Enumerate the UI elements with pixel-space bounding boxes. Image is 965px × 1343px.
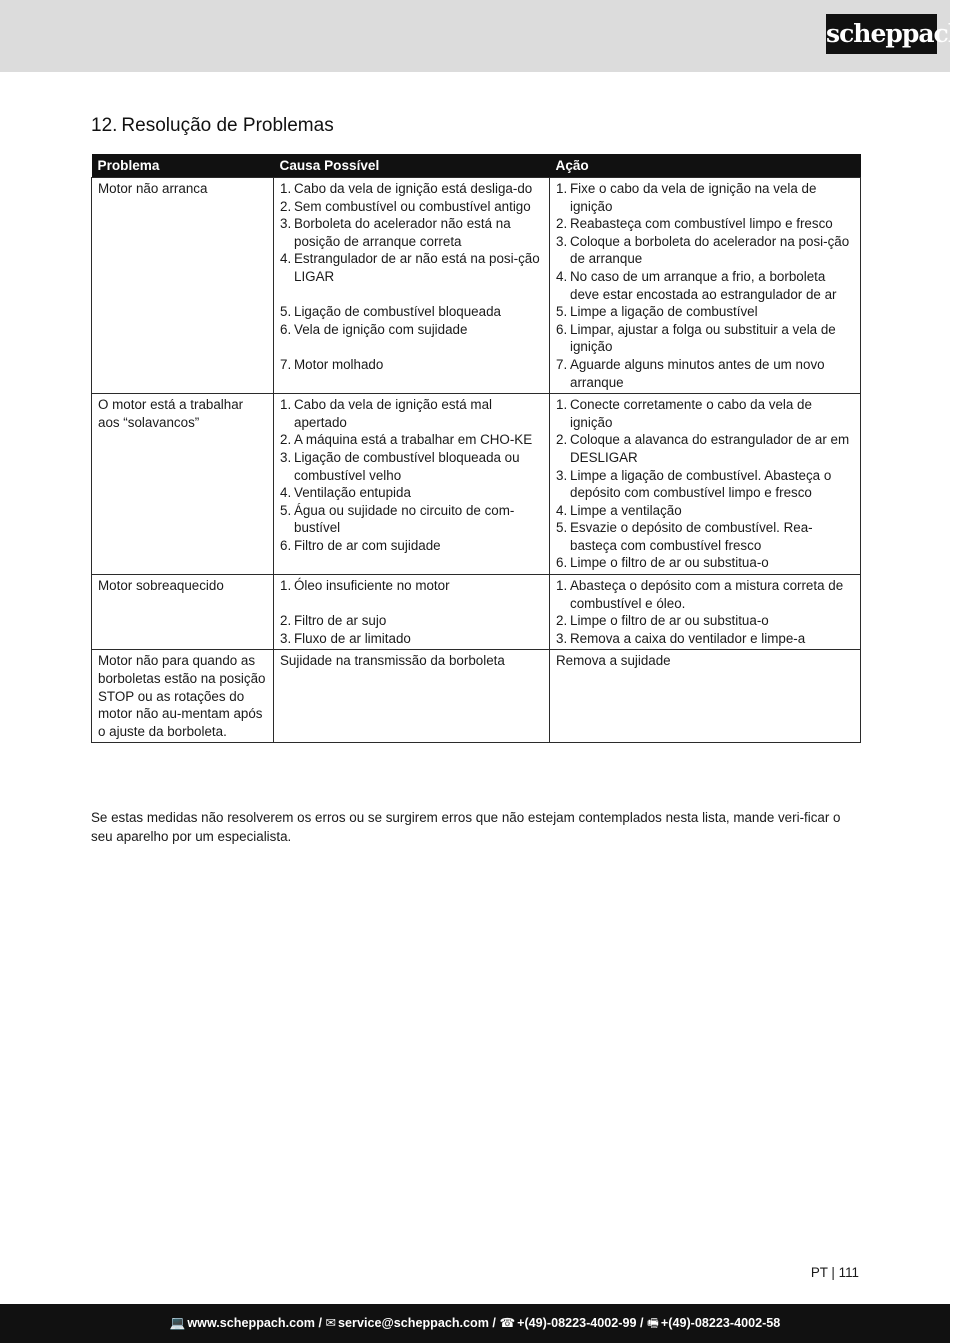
list-item: 1. Cabo da vela de ignição está mal apertado xyxy=(280,397,493,430)
list-item: 6. Filtro de ar com sujidade xyxy=(280,537,441,553)
list-item: 7. Motor molhado xyxy=(280,356,384,372)
action-list xyxy=(556,396,854,572)
action-cell xyxy=(550,575,861,650)
table-row xyxy=(92,394,861,575)
problem-cell: O motor está a trabalhar aos “solavancos” xyxy=(92,394,274,575)
list-item: 1. Óleo insuficiente no motor xyxy=(280,578,450,594)
action-cell xyxy=(550,178,861,394)
action-cell xyxy=(550,394,861,575)
table-row xyxy=(92,575,861,650)
cause-list xyxy=(280,577,543,647)
list-item: 3. Remova a caixa do ventilador e limpe-a xyxy=(556,630,806,646)
laptop-icon: 💻 xyxy=(169,1316,186,1330)
phone-number: +(49)-08223-4002-99 xyxy=(517,1316,637,1330)
list-item: 2. Coloque a alavanca do estrangulador de ar em DESLIGAR xyxy=(556,432,850,465)
action-list xyxy=(556,577,854,647)
list-item: 7. Aguarde alguns minutos antes de um novo arranque xyxy=(556,356,825,390)
action-list xyxy=(556,180,854,391)
cause-cell xyxy=(274,394,550,575)
header-band xyxy=(0,0,965,72)
section-heading xyxy=(91,115,334,137)
list-item: 5. Limpe a ligação de combustível xyxy=(556,304,758,320)
list-item: 2. Sem combustível ou combustível antigo xyxy=(280,198,531,214)
table-header-row xyxy=(92,154,861,178)
list-item: 3. Borboleta do acelerador não está na posição de arranque correta xyxy=(280,216,511,249)
problem-cell: Motor sobreaquecido xyxy=(92,575,274,650)
table-row xyxy=(92,650,861,743)
cause-list xyxy=(280,180,543,374)
cause-cell xyxy=(274,575,550,650)
email-icon: ✉ xyxy=(325,1316,337,1330)
cause-cell: Sujidade na transmissão da borboleta xyxy=(274,650,550,743)
list-item: 5. Água ou sujidade no circuito de com-bustível xyxy=(280,502,515,536)
list-item: 2. A máquina está a trabalhar em CHO-KE xyxy=(280,432,533,448)
section-title: Resolução de Problemas xyxy=(121,115,334,136)
list-item: 4. Ventilação entupida xyxy=(280,485,411,501)
scheppach-logo: scheppach xyxy=(826,14,937,54)
problem-cell: Motor não para quando as borboletas estão na posição STOP ou as rotações do motor não au-mentam após o ajuste da borboleta. xyxy=(92,650,274,743)
footnote-text: Se estas medidas não resolverem os erros ou se surgirem erros que não estejam contemplados nesta lista, mande veri-ficar o seu aparelho por um especialista. xyxy=(91,810,841,844)
list-item: 3. Coloque a borboleta do acelerador na posi-ção de arranque xyxy=(556,233,850,267)
table-row xyxy=(92,178,861,394)
phone-icon: ☎ xyxy=(499,1316,516,1330)
list-item: 2. Filtro de ar sujo xyxy=(280,613,387,629)
section-number: 12. xyxy=(91,115,118,136)
action-cell: Remova a sujidade xyxy=(550,650,861,743)
list-item: 1. Conecte corretamente o cabo da vela de ignição xyxy=(556,397,812,430)
list-item: 6. Limpe o filtro de ar ou substitua-o xyxy=(556,555,769,571)
column-header-action: Ação xyxy=(550,154,861,178)
list-item: 5. Ligação de combustível bloqueada xyxy=(280,304,501,320)
list-item: 6. Limpar, ajustar a folga ou substituir a vela de ignição xyxy=(556,321,836,355)
list-item: 1. Fixe o cabo da vela de ignição na vela de ignição xyxy=(556,181,817,214)
list-item: 4. Limpe a ventilação xyxy=(556,502,682,518)
cause-cell xyxy=(274,178,550,394)
list-item: 1. Abasteça o depósito com a mistura correta de combustível e óleo. xyxy=(556,578,844,611)
list-item: 6. Vela de ignição com sujidade xyxy=(280,321,468,337)
problem-cell: Motor não arranca xyxy=(92,178,274,394)
email-link[interactable]: service@scheppach.com xyxy=(338,1316,489,1330)
list-item: 5. Esvazie o depósito de combustível. Rea-basteça com combustível fresco xyxy=(556,520,813,553)
troubleshooting-table xyxy=(91,154,861,743)
list-item: 4. No caso de um arranque a frio, a borboleta deve estar encostada ao estrangulador de ar xyxy=(556,268,837,302)
footer-contact-bar: 💻 www.scheppach.com / ✉ service@scheppach.com / ☎ +(49)-08223-4002-99 / 🖷 +(49)-08223-4002-58 xyxy=(0,1304,950,1343)
list-item: 3. Ligação de combustível bloqueada ou combustível velho xyxy=(280,449,520,483)
list-item: 1. Cabo da vela de ignição está desliga-do xyxy=(280,181,533,196)
fax-icon: 🖷 xyxy=(647,1316,659,1330)
column-header-cause: Causa Possível xyxy=(274,154,550,178)
website-link[interactable]: www.scheppach.com xyxy=(187,1316,315,1330)
fax-number: +(49)-08223-4002-58 xyxy=(660,1316,781,1330)
list-item: 4. Estrangulador de ar não está na posi-ção LIGAR xyxy=(280,251,540,284)
list-item: 2. Limpe o filtro de ar ou substitua-o xyxy=(556,613,769,629)
list-item: 3. Limpe a ligação de combustível. Abasteça o depósito com combustível limpo e fresco xyxy=(556,467,832,501)
page-number: PT | 111 xyxy=(810,1265,859,1280)
cause-list xyxy=(280,396,543,554)
column-header-problem: Problema xyxy=(92,154,274,178)
list-item: 2. Reabasteça com combustível limpo e fresco xyxy=(556,216,833,232)
list-item: 3. Fluxo de ar limitado xyxy=(280,630,411,646)
